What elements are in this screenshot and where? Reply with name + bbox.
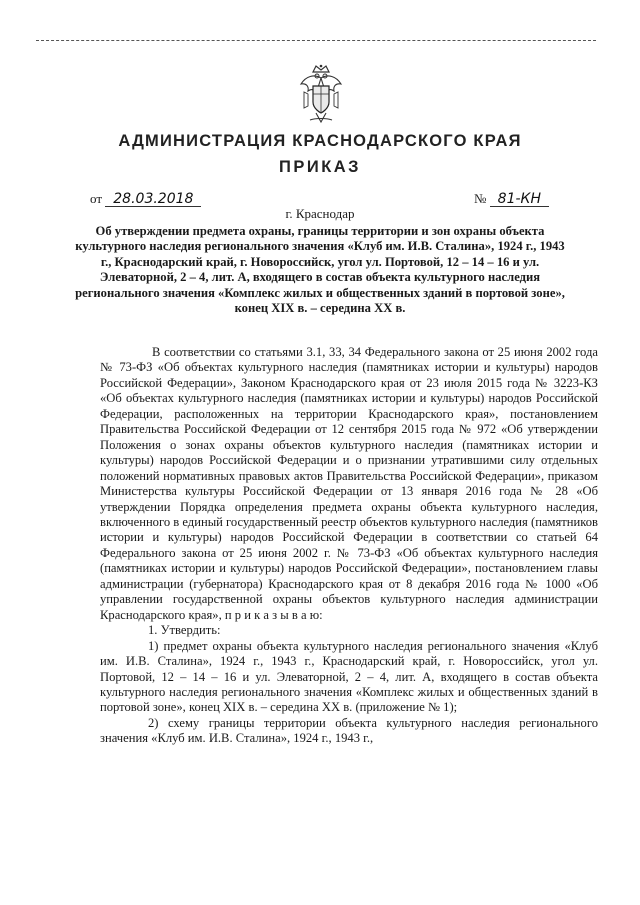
item-1: 1. Утвердить: [148, 623, 221, 638]
number-prefix: № [474, 191, 487, 206]
city: г. Краснодар [285, 206, 355, 221]
number-line [474, 191, 549, 207]
top-rule [36, 40, 596, 41]
item-1-1: 1) предмет охраны объекта культурного наследия регионального значения «Клуб им. И.В. Сталина», 1924 г., 1943 г., Краснодарский край, г. Новороссийск, угол ул. Портовой, 12 – 14 – 16 и ул. Элеваторной, 2 – 4, лит. А, входящего в состав объекта культурного наследия регионального значения «Комплекс жилых и общественных зданий в портовой зоне», конец XIX в. – середина XX в. (приложение № 1); [100, 638, 598, 715]
agency-name: АДМИНИСТРАЦИЯ КРАСНОДАРСКОГО КРАЯ [118, 132, 522, 150]
document-body [100, 345, 598, 747]
coat-of-arms-icon [298, 64, 344, 126]
preamble-paragraph: В соответствии со статьями 3.1, 33, 34 Федерального закона от 25 июня 2002 года № 73-ФЗ «Об объектах культурного наследия (памятниках истории и культуры) народов Российской Федерации», Законом Краснодарского края от 23 июля 2015 года № 3223-КЗ «Об объектах культурного наследия (памятниках истории и культуры) народов Российской Федерации, расположенных на территории Краснодарского края», постановлением Правительства Российской Федерации от 12 сентября 2015 года № 972 «Об утверждении Положения о зонах охраны объектов культурного наследия (памятниках истории и культуры) народов Российской Федерации и о признании утратившими силу отдельных положений нормативных правовых актов Правительства Российской Федерации», приказом Министерства культуры Российской Федерации от 13 января 2016 года № 28 «Об утверждении Порядка определения предмета охраны объекта культурного наследия, включенного в единый государственный реестр объектов культурного наследия (памятников истории и культуры) народов Российской Федерации в соответствии со статьей 64 Федерального закона от 25 июня 2002 г. № 73-ФЗ «Об объектах культурного наследия (памятниках истории и культуры) народов Российской Федерации», постановлением главы администрации (губернатора) Краснодарского края от 8 декабря 2016 года № 1000 «Об управлении государственной охраны объектов культурного наследия администрации Краснодарского края», п р и к а з ы в а ю: [100, 345, 598, 622]
date-prefix: от [90, 191, 103, 206]
date-value: 28.03.2018 [105, 192, 201, 207]
document-title: Об утверждении предмета охраны, границы территории и зон охраны объекта культурного наследия регионального значения «Клуб им. И.В. Сталина», 1924 г., 1943 г., Краснодарский край, г. Новороссийск, угол ул. Портовой, 12 – 14 – 16 и ул. Элеваторной, 2 – 4, лит. А, входящего в состав объекта культурного наследия регионального значения «Комплекс жилых и общественных зданий в портовой зоне», конец XIX в. – середина XX в. [75, 224, 565, 316]
date-line [90, 191, 201, 207]
document-type: ПРИКАЗ [278, 158, 362, 176]
item-1-2: 2) схему границы территории объекта культурного наследия регионального значения «Клуб им. И.В. Сталина», 1924 г., 1943 г., [100, 715, 598, 746]
number-value: 81-КН [490, 192, 549, 207]
